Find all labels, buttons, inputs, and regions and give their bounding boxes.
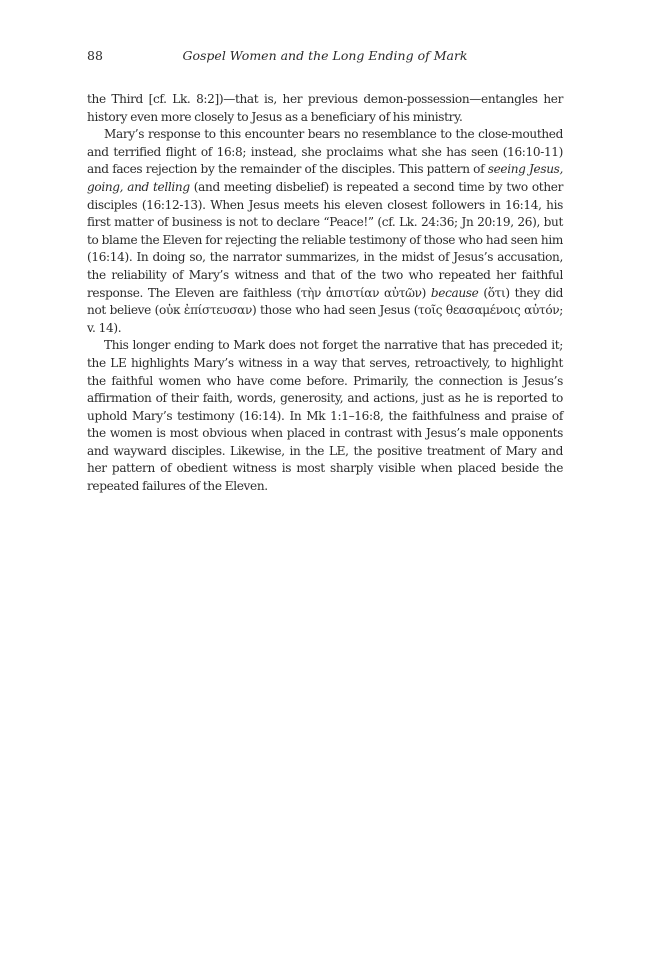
running-title: Gospel Women and the Long Ending of Mark [182, 48, 468, 63]
paragraph-3-text: This longer ending to Mark does not forget the narrative that has preceded it; the LE highlights Mary’s witness in a way that serves, retroactively, to highlight the faithful women who have come before. Primarily, the connection is Jesus’s affirmation of their faith, words, generosity, and actions, just as he is reported to uphold Mary’s testimony (16:14). In Mk 1:1–16:8, the faithfulness and praise of the women is most obvious when placed in contrast with Jesus’s male opponents and wayward disciples. Likewise, in the LE, the positive treatment of Mary and her pattern of obedient witness is most sharply visible when placed beside the repeated failures of the Eleven. [87, 338, 563, 494]
paragraph-2-text: Mary’s response to this encounter bears no resemblance to the close-mouthed and terrified flight of 16:8; instead, she proclaims what she has seen (16:10-11) and faces rejection by the remainder of the disciples. This pattern of [87, 127, 563, 177]
paragraph-2 [87, 126, 563, 337]
paragraph-2-text: (and meeting disbelief) is repeated a second time by two other disciples (16:12-13). When Jesus meets his eleven closest followers in 16:14, his first matter of business is not to declare “Peace!” (cf. Lk. 24:36; Jn 20:19, 26), but to blame the Eleven for rejecting the reliable testimony of those who had seen him (16:14). In doing so, the narrator summarizes, in the midst of Jesus’s accusation, the reliability of Mary’s witness and that of the two who repeated her faithful response. The Eleven are faithless (τὴν ἀπιστίαν αὐτῶν) [87, 179, 563, 300]
paragraph-2-italic-word: because [430, 285, 479, 300]
paragraph-1 [87, 91, 563, 126]
paragraph-3 [87, 337, 563, 495]
paragraph-2-text: (ὅτι) they did not believe (οὐκ ἐπίστευσαν) those who had seen Jesus (τοῖς θεασαμένοις αὐτόν; v. 14). [87, 285, 563, 335]
body-text [87, 91, 563, 496]
book-page [87, 0, 563, 975]
page-number: 88 [87, 48, 103, 63]
paragraph-1-text: the Third [cf. Lk. 8:2])—that is, her previous demon-possession—entangles her history even more closely to Jesus as a beneficiary of his ministry. [87, 92, 563, 124]
running-head [87, 47, 563, 65]
paragraph-2-italic-phrase: seeing Jesus, going, and telling [87, 162, 563, 194]
